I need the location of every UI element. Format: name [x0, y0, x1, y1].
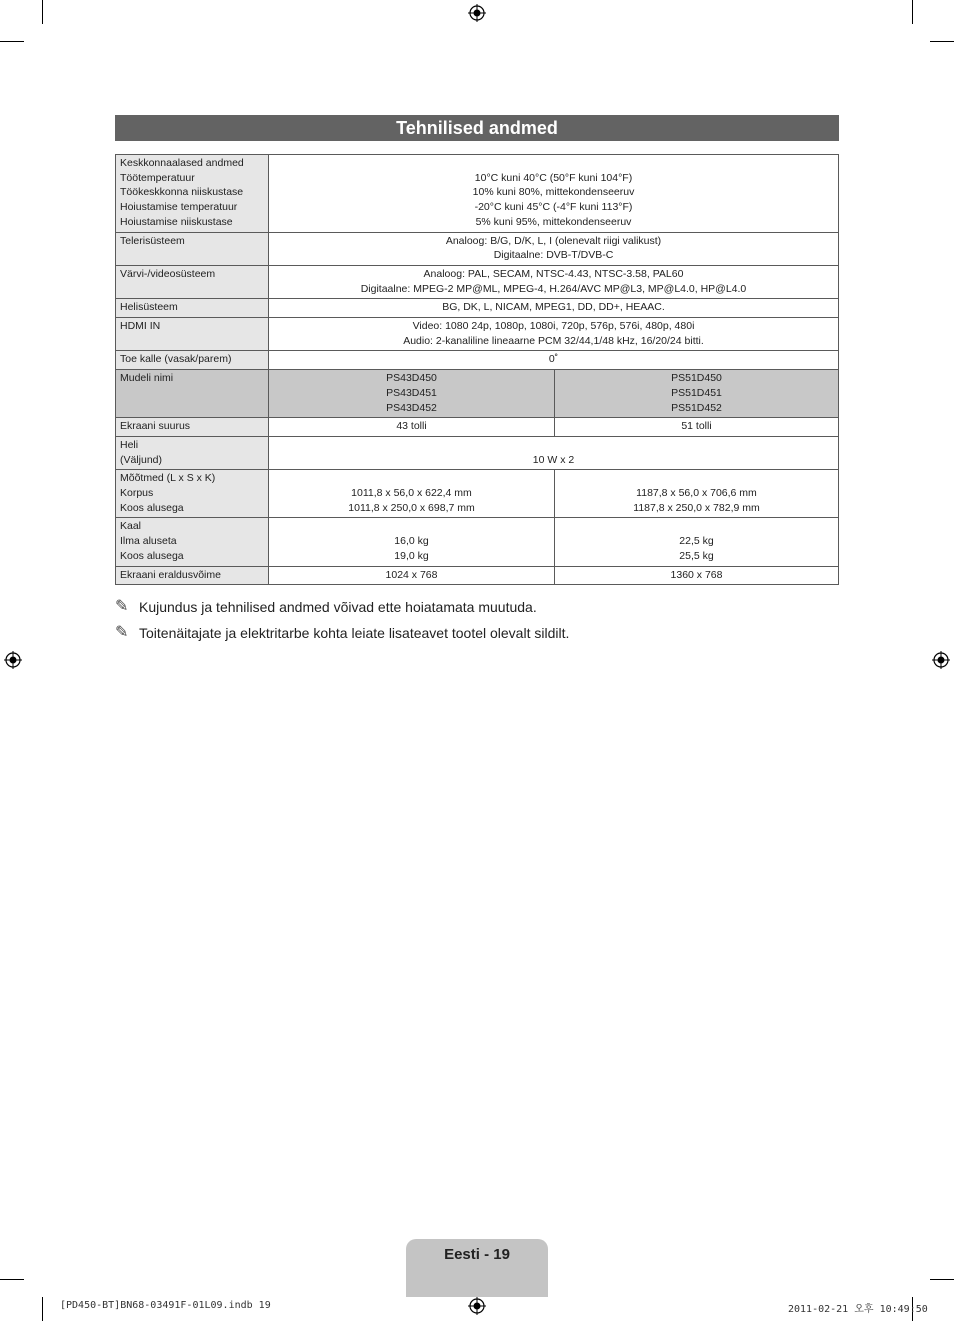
label-line: Kaal [120, 520, 142, 533]
note-text: Toitenäitajate ja elektritarbe kohta leiate lisateavet tootel olevalt sildilt. [139, 625, 570, 641]
value-line: 25,5 kg [679, 549, 714, 562]
label-line: Koos alusega [120, 549, 184, 562]
row-value [269, 518, 555, 566]
row-label [116, 470, 269, 518]
value-line: Analoog: B/G, D/K, L, I (olenevalt riigi valikust) [445, 234, 662, 247]
row-value [269, 155, 839, 233]
table-row [116, 232, 839, 265]
row-value: 1360 x 768 [555, 566, 839, 585]
table-row [116, 265, 839, 298]
note-text: Kujundus ja tehnilised andmed võivad ette hoiatamata muutuda. [139, 599, 537, 615]
value-line: 19,0 kg [394, 549, 429, 562]
row-value [269, 470, 555, 518]
table-row [116, 351, 839, 370]
row-label [116, 436, 269, 469]
value-line: PS43D452 [386, 401, 437, 414]
label-line: Heli [120, 438, 139, 451]
value-line: Digitaalne: MPEG-2 MP@ML, MPEG-4, H.264/AVC MP@L3, MP@L4.0, HP@L4.0 [360, 282, 747, 295]
value-line: 1011,8 x 250,0 x 698,7 mm [348, 501, 475, 514]
table-row [116, 318, 839, 351]
value-line: 10°C kuni 40°C (50°F kuni 104°F) [474, 171, 633, 184]
row-label: Ekraani suurus [116, 418, 269, 437]
row-value: 1024 x 768 [269, 566, 555, 585]
value-line: PS51D451 [671, 386, 722, 399]
row-value: 0˚ [269, 351, 839, 370]
crop-mark [42, 0, 43, 24]
value-line: Digitaalne: DVB-T/DVB-C [493, 249, 614, 262]
row-label [116, 155, 269, 233]
print-slug-file: [PD450-BT]BN68-03491F-01L09.indb 19 [60, 1300, 271, 1311]
row-label: Telerisüsteem [116, 232, 269, 265]
value-line: 1187,8 x 250,0 x 782,9 mm [633, 501, 760, 514]
label-line: Mõõtmed (L x S x K) [120, 472, 216, 485]
registration-mark-icon [4, 651, 22, 669]
value-line: 1187,8 x 56,0 x 706,6 mm [636, 487, 757, 500]
value-line: 16,0 kg [394, 535, 429, 548]
registration-mark-icon [468, 4, 486, 22]
page-title: Tehnilised andmed [115, 115, 839, 141]
value-line: 22,5 kg [679, 535, 714, 548]
row-value: 43 tolli [269, 418, 555, 437]
row-value [269, 265, 839, 298]
crop-mark [930, 41, 954, 42]
label-line: Keskkonnaalased andmed [120, 157, 244, 169]
value-line: PS51D450 [671, 372, 722, 385]
pencil-icon: ✎ [115, 598, 129, 615]
pencil-icon: ✎ [115, 624, 129, 641]
label-line: Töökeskkonna niiskustase [120, 186, 244, 199]
notes [115, 597, 839, 649]
print-slug-date: 2011-02-21 오후 10:49:50 [788, 1304, 928, 1315]
note-item [115, 597, 839, 623]
row-label: Toe kalle (vasak/parem) [116, 351, 269, 370]
crop-mark [42, 1297, 43, 1321]
value-line: PS51D452 [671, 401, 722, 414]
table-row [116, 418, 839, 437]
value-line: PS43D451 [386, 386, 437, 399]
table-row [116, 470, 839, 518]
row-label: Helisüsteem [116, 299, 269, 318]
label-line: Hoiustamise temperatuur [120, 201, 238, 214]
row-label [116, 518, 269, 566]
note-item [115, 623, 839, 649]
table-row [116, 155, 839, 233]
row-value [269, 318, 839, 351]
row-value [555, 370, 839, 418]
label-line: Hoiustamise niiskustase [120, 215, 233, 228]
crop-mark [0, 41, 24, 42]
row-value [269, 370, 555, 418]
row-label: Mudeli nimi [116, 370, 269, 418]
registration-mark-icon [932, 651, 950, 669]
value-line: 5% kuni 95%, mittekondenseeruv [475, 215, 632, 228]
row-value [269, 232, 839, 265]
table-row [116, 299, 839, 318]
spec-table [115, 154, 839, 585]
row-value [555, 470, 839, 518]
table-row [116, 566, 839, 585]
label-line: Töötemperatuur [120, 171, 195, 184]
table-row [116, 370, 839, 418]
crop-mark [0, 1279, 24, 1280]
value-line: -20°C kuni 45°C (-4°F kuni 113°F) [474, 201, 633, 214]
registration-mark-icon [468, 1297, 486, 1315]
row-label: Ekraani eraldusvõime [116, 566, 269, 585]
page-number-tab: Eesti - 19 [406, 1239, 548, 1297]
row-label: HDMI IN [116, 318, 269, 351]
label-line: Korpus [120, 487, 154, 500]
value-line: 10% kuni 80%, mittekondenseeruv [472, 186, 635, 199]
label-line: (Väljund) [120, 453, 163, 466]
crop-mark [930, 1279, 954, 1280]
row-value: BG, DK, L, NICAM, MPEG1, DD, DD+, HEAAC. [269, 299, 839, 318]
row-value [555, 518, 839, 566]
row-value: 10 W x 2 [269, 436, 839, 469]
table-row [116, 518, 839, 566]
crop-mark [912, 0, 913, 24]
value-line: 1011,8 x 56,0 x 622,4 mm [351, 487, 472, 500]
value-line: Video: 1080 24p, 1080p, 1080i, 720p, 576p, 576i, 480p, 480i [412, 320, 695, 333]
label-line: Koos alusega [120, 501, 184, 514]
label-line: Ilma aluseta [120, 535, 177, 548]
value-line: Audio: 2-kanaliline lineaarne PCM 32/44,1/48 kHz, 16/20/24 bitti. [403, 334, 704, 347]
value-line: PS43D450 [386, 372, 437, 385]
value-line: Analoog: PAL, SECAM, NTSC-4.43, NTSC-3.58, PAL60 [423, 267, 684, 280]
row-label: Värvi-/videosüsteem [116, 265, 269, 298]
table-row [116, 436, 839, 469]
row-value: 51 tolli [555, 418, 839, 437]
